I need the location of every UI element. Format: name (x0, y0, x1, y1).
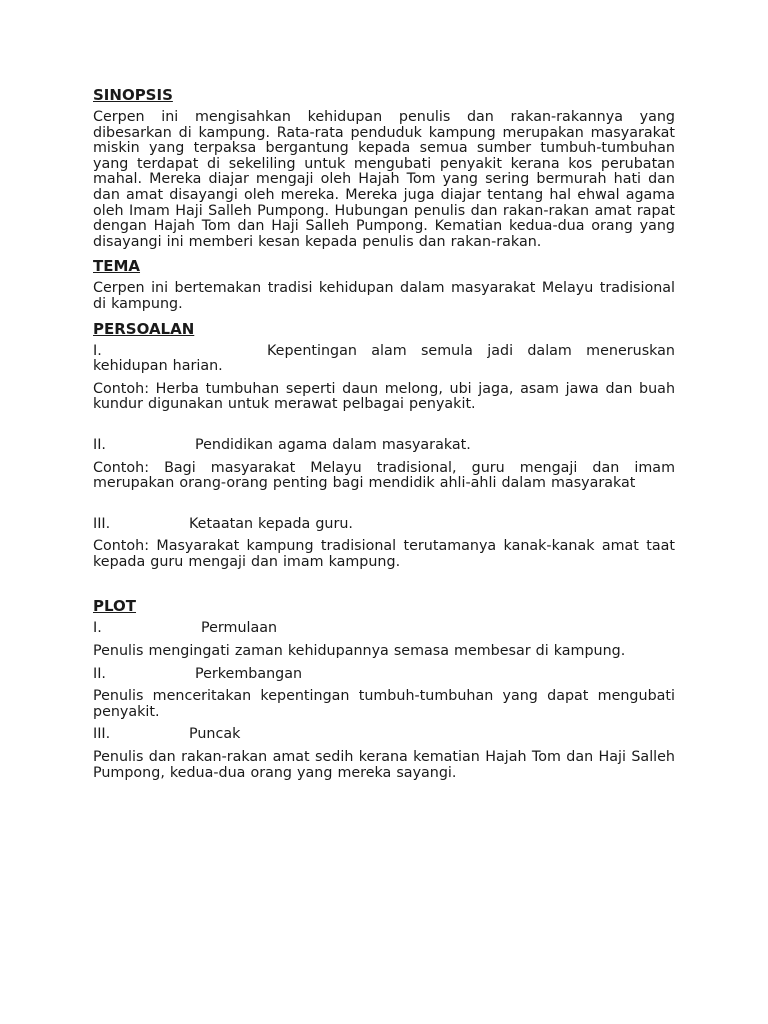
plot-item-3-title (93, 727, 675, 743)
plot-item-2-number: II. (93, 665, 106, 682)
plot-item-3-text: Penulis dan rakan-rakan amat sedih kerana kematian Hajah Tom dan Haji Salleh Pumpong, kedua-dua orang yang mereka sayangi. (93, 749, 675, 781)
document-page (93, 86, 675, 788)
plot-item-1-text: Penulis mengingati zaman kehidupannya semasa membesar di kampung. (93, 643, 626, 660)
tema-text: Cerpen ini bertemakan tradisi kehidupan dalam masyarakat Melayu tradisional di kampung. (93, 280, 675, 312)
plot-item-1-title (93, 621, 675, 637)
plot-item-1-number: I. (93, 620, 102, 637)
persoalan-item-1-text: Kepentingan alam semula jadi dalam meneruskan kehidupan harian. (93, 342, 675, 375)
persoalan-item-2-example: Contoh: Bagi masyarakat Melayu tradisional, guru mengaji dan imam merupakan orang-orang penting bagi mendidik ahli-ahli dalam masyarakat (93, 459, 675, 492)
plot-item-2-text: Penulis menceritakan kepentingan tumbuh-tumbuhan yang dapat mengubati penyakit. (93, 688, 675, 720)
plot-item-2-label: Perkembangan (195, 665, 303, 682)
persoalan-item-2-text: Pendidikan agama dalam masyarakat. (195, 436, 471, 453)
persoalan-item-3-example: Contoh: Masyarakat kampung tradisional terutamanya kanak-kanak amat taat kepada guru mengaji dan imam kampung. (93, 538, 675, 570)
persoalan-item-3-number: III. (93, 515, 111, 532)
persoalan-item-1-example: Contoh: Herba tumbuhan seperti daun melong, ubi jaga, asam jawa dan buah kundur digunakan untuk merawat pelbagai penyakit. (93, 380, 675, 413)
persoalan-item-2 (93, 438, 675, 454)
plot-item-3-number: III. (93, 726, 111, 743)
sinopsis-heading: SINOPSIS (93, 86, 173, 104)
persoalan-item-3 (93, 517, 675, 533)
persoalan-item-3-text: Ketaatan kepada guru. (189, 515, 353, 532)
plot-item-3-label: Puncak (189, 726, 241, 743)
persoalan-item-1 (93, 344, 675, 375)
tema-heading: TEMA (93, 257, 141, 276)
sinopsis-text: Cerpen ini mengisahkan kehidupan penulis dan rakan-rakannya yang dibesarkan di kampung. Rata-rata penduduk kampung merupakan masyarakat miskin yang terpaksa bergantung kepada semua sumber tumbuh-tumbuhan yang terdapat di sekeliling untuk mengubati penyakit kerana kos perubatan mahal. Mereka diajar mengaji oleh Hajah Tom yang sering bermurah hati dan dan amat disayangi oleh mereka. Mereka juga diajar tentang hal ehwal agama oleh Imam Haji Salleh Pumpong. Hubungan penulis dan rakan-rakan amat rapat dengan Hajah Tom dan Haji Salleh Pumpong. Kematian kedua-dua orang yang disayangi ini memberi kesan kepada penulis dan rakan-rakan. (93, 109, 675, 250)
persoalan-heading: PERSOALAN (93, 319, 195, 338)
persoalan-item-1-number: I. (93, 342, 102, 359)
plot-heading: PLOT (93, 597, 137, 616)
plot-item-1-label: Permulaan (201, 620, 278, 637)
persoalan-item-2-number: II. (93, 436, 106, 453)
plot-item-2-title (93, 667, 675, 683)
